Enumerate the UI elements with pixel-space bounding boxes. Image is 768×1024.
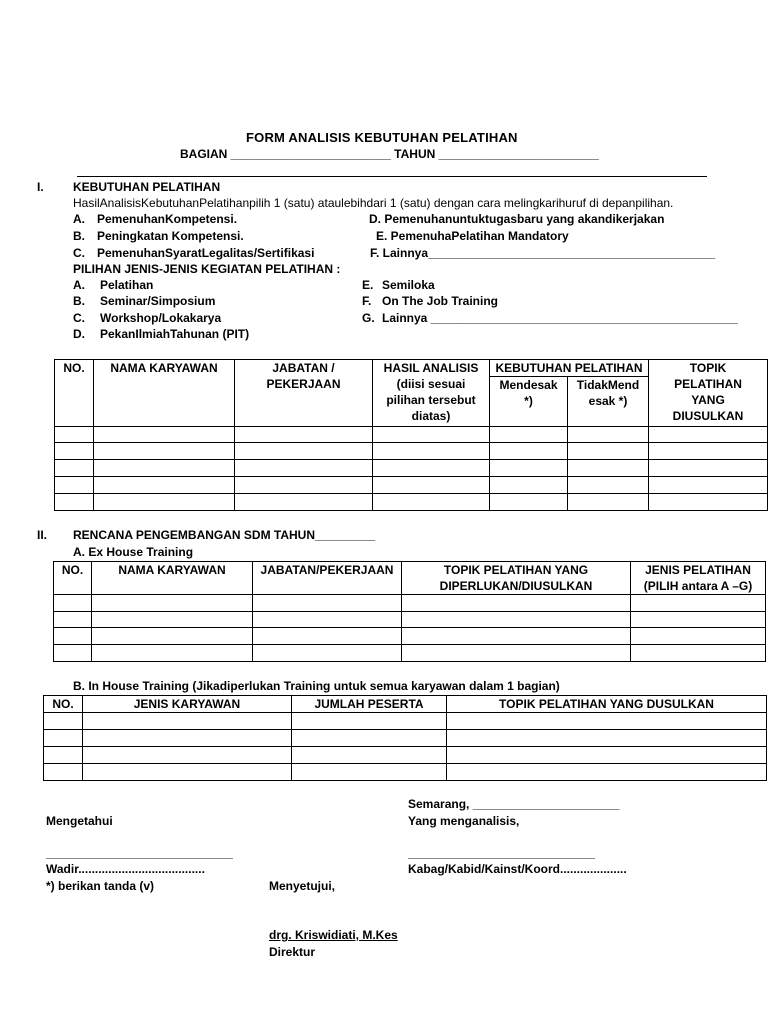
header-divider <box>77 176 707 177</box>
col-jabatan-header: JABATAN / PEKERJAAN <box>235 360 373 427</box>
type-c-letter: C. <box>73 311 85 325</box>
table-row <box>55 443 768 460</box>
col-no-header: NO. <box>55 360 94 427</box>
table-row <box>44 747 767 764</box>
col-mendesak-header: Mendesak *) <box>490 377 568 427</box>
ex-house-table <box>53 561 766 662</box>
need-e: E. PemenuhaPelatihan Mandatory <box>376 229 569 243</box>
type-e-text: Semiloka <box>382 278 435 292</box>
table-row <box>55 427 768 443</box>
table-row <box>55 494 768 511</box>
need-f: F. Lainnya___________________________________________ <box>370 246 715 260</box>
section2-number: II. <box>37 528 48 542</box>
type-c-text: Workshop/Lokakarya <box>100 311 222 325</box>
ex-house-heading: A. Ex House Training <box>73 545 194 559</box>
wadir-label: Wadir...................................... <box>46 862 205 876</box>
type-f-letter: F. <box>362 294 372 308</box>
table-row <box>55 460 768 477</box>
need-b-letter: B. <box>73 229 85 243</box>
type-g-text: Lainnya ______________________________________________ <box>382 311 738 325</box>
col-jenis-header: JENIS PELATIHAN (PILIH antara A –G) <box>631 562 766 595</box>
place-date-line: Semarang, ______________________ <box>408 797 620 811</box>
col-jabatan-header: JABATAN/PEKERJAAN <box>253 562 402 595</box>
need-a-text: PemenuhanKompetensi. <box>97 212 238 226</box>
col-topik-header: TOPIK PELATIHAN YANG DIPERLUKAN/DIUSULKAN <box>402 562 631 595</box>
type-e-letter: E. <box>362 278 374 292</box>
table-row <box>54 645 766 662</box>
section1-instruction: HasilAnalisisKebutuhanPelatihanpilih 1 (satu) ataulebihdari 1 (satu) dengan cara melingkarihuruf di depanpilihan. <box>73 196 674 210</box>
need-c-letter: C. <box>73 246 85 260</box>
need-c-text: PemenuhanSyaratLegalitas/Sertifikasi <box>97 246 315 260</box>
col-no-header: NO. <box>54 562 92 595</box>
col-jenis-karyawan-header: JENIS KARYAWAN <box>83 696 292 713</box>
need-a-letter: A. <box>73 212 85 226</box>
in-house-table <box>43 695 767 781</box>
col-nama-header: NAMA KARYAWAN <box>94 360 235 427</box>
type-d-letter: D. <box>73 327 85 341</box>
type-d-text: PekanIlmiahTahunan (PIT) <box>100 327 250 341</box>
col-jumlah-header: JUMLAH PESERTA <box>292 696 447 713</box>
checkmark-note: *) berikan tanda (v) <box>46 879 155 893</box>
col-kebutuhan-header: KEBUTUHAN PELATIHAN <box>490 360 649 377</box>
col-no-header: NO. <box>44 696 83 713</box>
type-b-letter: B. <box>73 294 85 308</box>
director-title: Direktur <box>269 945 316 959</box>
bagian-tahun-line: BAGIAN ________________________ TAHUN ________________________ <box>180 147 599 161</box>
type-b-text: Seminar/Simposium <box>100 294 216 308</box>
need-b-text: Peningkatan Kompetensi. <box>97 229 244 243</box>
type-a-letter: A. <box>73 278 85 292</box>
col-tidak-mendesak-header: TidakMend esak *) <box>568 377 649 427</box>
kabag-label: Kabag/Kabid/Kainst/Koord.................... <box>408 862 627 876</box>
type-a-text: Pelatihan <box>100 278 154 292</box>
section2-heading: RENCANA PENGEMBANGAN SDM TAHUN_________ <box>73 528 376 542</box>
table-row <box>44 764 767 781</box>
section1-heading: KEBUTUHAN PELATIHAN <box>73 180 221 194</box>
signature-line-left: ____________________________ <box>46 846 233 860</box>
menyetujui-label: Menyetujui, <box>269 879 336 893</box>
table-row <box>44 730 767 747</box>
type-f-text: On The Job Training <box>382 294 499 308</box>
col-topik-header: TOPIK PELATIHAN YANG DUSULKAN <box>447 696 767 713</box>
needs-analysis-table <box>54 359 768 511</box>
signature-line-right: ____________________________ <box>408 846 595 860</box>
mengetahui-label: Mengetahui <box>46 814 113 828</box>
table-row <box>54 628 766 645</box>
types-heading: PILIHAN JENIS-JENIS KEGIATAN PELATIHAN : <box>73 262 341 276</box>
col-topik-header: TOPIK PELATIHAN YANG DIUSULKAN <box>649 360 768 427</box>
section1-number: I. <box>37 180 44 194</box>
table-row <box>44 713 767 730</box>
col-nama-header: NAMA KARYAWAN <box>92 562 253 595</box>
table-row <box>54 612 766 628</box>
need-d: D. Pemenuhanuntuktugasbaru yang akandikerjakan <box>369 212 665 226</box>
col-hasil-header: HASIL ANALISIS (diisi sesuai pilihan tersebut diatas) <box>373 360 490 427</box>
table-row <box>55 477 768 494</box>
form-title: FORM ANALISIS KEBUTUHAN PELATIHAN <box>246 130 518 145</box>
analyst-label: Yang menganalisis, <box>408 814 520 828</box>
director-name: drg. Kriswidiati, M.Kes <box>269 928 398 942</box>
type-g-letter: G. <box>362 311 375 325</box>
in-house-heading: B. In House Training (Jikadiperlukan Training untuk semua karyawan dalam 1 bagian) <box>73 679 560 693</box>
table-row <box>54 595 766 612</box>
